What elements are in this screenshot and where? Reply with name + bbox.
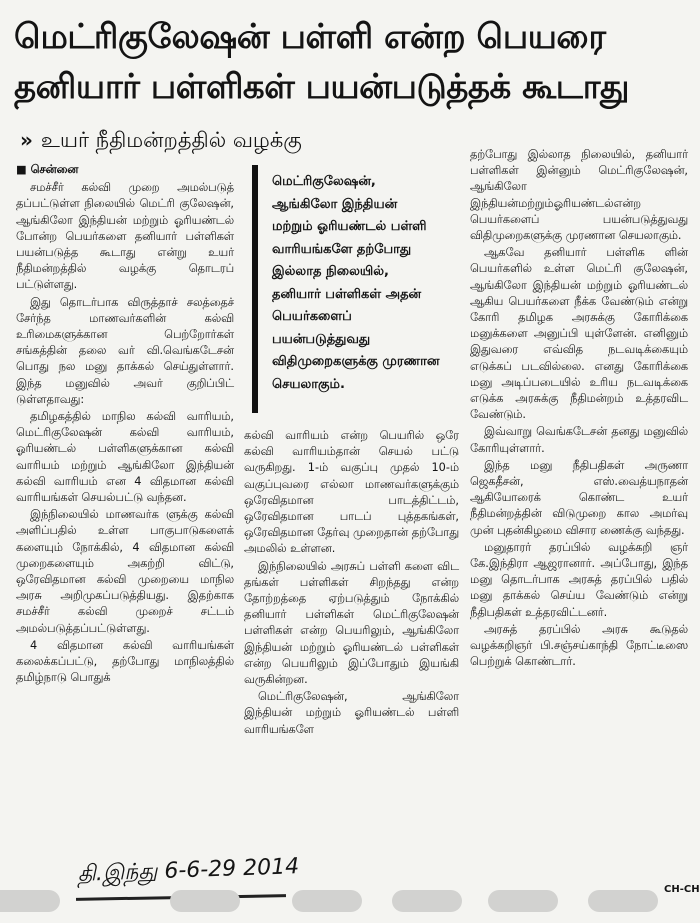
headline-line-1: மெட்ரிகுலேஷன் பள்ளி என்ற பெயரை (14, 17, 606, 57)
paragraph: இந்நிலையில் அரசுப் பள்ளி களை விட தங்கள் பள்ளிகள் சிறந்தது என்ற தோற்றத்தை ஏற்படுத்தும் நோக்கில் தனியார் பள்ளிகள் மெட்ரிகுலேஷன் பள்ளிகள் என்ற பெயரிலும், ஆங்கிலோ இந்தியன் மற்றும் ஓரியண்டல் பள்ளிகள் என்ற பெயரிலும் இப்போதும் இயங்கி வருகின்றன. (244, 559, 459, 687)
dateline: ■ சென்னை (16, 163, 79, 176)
handwritten-annotation: தி.இந்து 6-6-29 2014 (77, 854, 300, 887)
scan-edge (0, 890, 700, 920)
article-column-2 (244, 428, 459, 738)
article-column-1 (16, 162, 234, 687)
scan-hole (0, 890, 60, 912)
scan-hole (488, 890, 558, 912)
scan-hole (588, 890, 658, 912)
page-code: CH-CH (664, 884, 700, 895)
chevron-marker-icon: » (20, 128, 33, 152)
scan-hole (170, 890, 240, 912)
scan-hole (292, 890, 362, 912)
headline (14, 12, 686, 112)
paragraph: சமச்சீர் கல்வி முறை அமல்படுத் தப்பட்டுள்ள நிலையில் மெட்ரி குலேஷன், ஆங்கிலோ இந்தியன் மற்றும் ஓரியண்டல் போன்ற பெயர்களை தனியார் பள்ளிகள் பயன்படுத்த கூடாது என்று உயர் நீதிமன்றத்தில் வழக்கு தொடரப் பட்டுள்ளது. (16, 181, 234, 292)
pull-quote: மெட்ரிகுலேஷன், ஆங்கிலோ இந்தியன் மற்றும் ஓரியண்டல் பள்ளி வாரியங்களே தற்போது இல்லாத நிலையில், தனியார் பள்ளிகள் அதன் பெயர்களைப் பயன்படுத்துவது விதிமுறைகளுக்கு முரணான செயலாகும். (252, 165, 452, 413)
paragraph: 4 விதமான கல்வி வாரியங்கள் கலைக்கப்பட்டு, தற்போது மாநிலத்தில் தமிழ்நாடு பொதுக் (16, 638, 234, 685)
paragraph: இது தொடர்பாக விருத்தாச் சலத்தைச் சேர்ந்த மாணவர்களின் கல்வி உரிமைகளுக்கான பெற்றோர்கள் சங்கத்தின் தலை வர் வி.வெங்கடேசன் பொது நல மனு தாக்கல் செய்துள்ளார். இந்த மனுவில் அவர் குறிப்பிட் டுள்ளதாவது: (16, 295, 234, 406)
scan-hole (392, 890, 462, 912)
paragraph: இந்த மனு நீதிபதிகள் அருணா ஜெகதீசன், எஸ்.வைத்யநாதன் ஆகியோரைக் கொண்ட உயர் நீதிமன்றத்தின் விடுமுறை கால அமர்வு முன் புதன்கிழமை விசார ணைக்கு வந்தது. (470, 458, 688, 537)
article-column-3 (470, 147, 688, 671)
paragraph: தற்போது இல்லாத நிலையில், தனியார் பள்ளிகள் இன்னும் மெட்ரிகுலேஷன், ஆங்கிலோ இந்தியன்மற்றும்ஓரியண்டல்என்ற பெயர்களைப் பயன்படுத்துவது விதிமுறைகளுக்கு முரணான செயலாகும். (470, 148, 688, 243)
headline-line-2: தனியார் பள்ளிகள் பயன்படுத்தக் கூடாது (14, 67, 630, 107)
paragraph: மெட்ரிகுலேஷன், ஆங்கிலோ இந்தியன் மற்றும் ஓரியண்டல் பள்ளி வாரியங்களே (244, 690, 459, 736)
paragraph: மனுதாரர் தரப்பில் வழக்கறி ஞர் கே.இந்திரா ஆஜரானார். அப்போது, இந்த மனு தொடர்பாக அரசுத் தரப்பில் பதில் மனு தாக்கல் செய்ய வேண்டும் என்று நீதிபதிகள் உத்தரவிட்டனர். (470, 540, 688, 619)
subheadline-text: உயர் நீதிமன்றத்தில் வழக்கு (40, 128, 302, 152)
paragraph: இவ்வாறு வெங்கடேசன் தனது மனுவில் கோரியுள்ளார். (470, 425, 688, 455)
paragraph: தமிழகத்தில் மாநில கல்வி வாரியம், மெட்ரிகுலேஷன் கல்வி வாரியம், ஓரியண்டல் பள்ளிகளுக்கான கல்வி வாரியம் மற்றும் ஆங்கிலோ இந்தியன் கல்வி வாரியம் என 4 விதமான கல்வி வாரியங்கள் செயல்பட்டு வந்தன. (16, 410, 234, 505)
paragraph: அரசுத் தரப்பில் அரசு கூடுதல் வழக்கறிஞர் பி.சஞ்சய்காந்தி நோட்டீஸை பெற்றுக் கொண்டார். (470, 622, 688, 669)
paragraph: இந்நிலையில் மாணவர்க ளுக்கு கல்வி அளிப்பதில் உள்ள பாகுபாடுகளைக் களையும் நோக்கில், 4 விதமான கல்வி முறைகளையும் அகற்றி விட்டு, ஒரேவிதமான கல்வி முறையை மாநில அரசு அறிமுகப்படுத்தியது. இதற்காக சமச்சீர் கல்வி முறைச் சட்டம் அமல்படுத்தப்பட்டுள்ளது. (16, 508, 234, 635)
paragraph: கல்வி வாரியம் என்ற பெயரில் ஒரே கல்வி வாரியம்தான் செயல் பட்டு வருகிறது. 1-ம் வகுப்பு முதல் 10-ம் வகுப்புவரை எல்லா மாணவர்களுக்கும் ஒரேவிதமான பாடத்திட்டம், ஒரேவிதமான பாடப் புத்தகங்கள், ஒரேவிதமான தேர்வு முறைதான் தற்போது அமலில் உள்ளன. (244, 429, 459, 556)
paragraph: ஆகவே தனியார் பள்ளிக ளின் பெயர்களில் உள்ள மெட்ரி குலேஷன், ஆங்கிலோ இந்தியன் மற்றும் ஓரியண்டல் ஆகிய பெயர்களை நீக்க வேண்டும் என்று கோரி தமிழக அரசுக்கு கோரிக்கை மனுக்களை அனுப்பி யுள்ளேன். எனினும் இதுவரை எவ்வித நடவடிக்கையும் எடுக்கப் படவில்லை. எனது கோரிக்கை மனு அடிப்படையில் உரிய நடவடிக்கை எடுக்க அரசுக்கு நீதிமன்றம் உத்தரவிட வேண்டும். (470, 246, 688, 422)
